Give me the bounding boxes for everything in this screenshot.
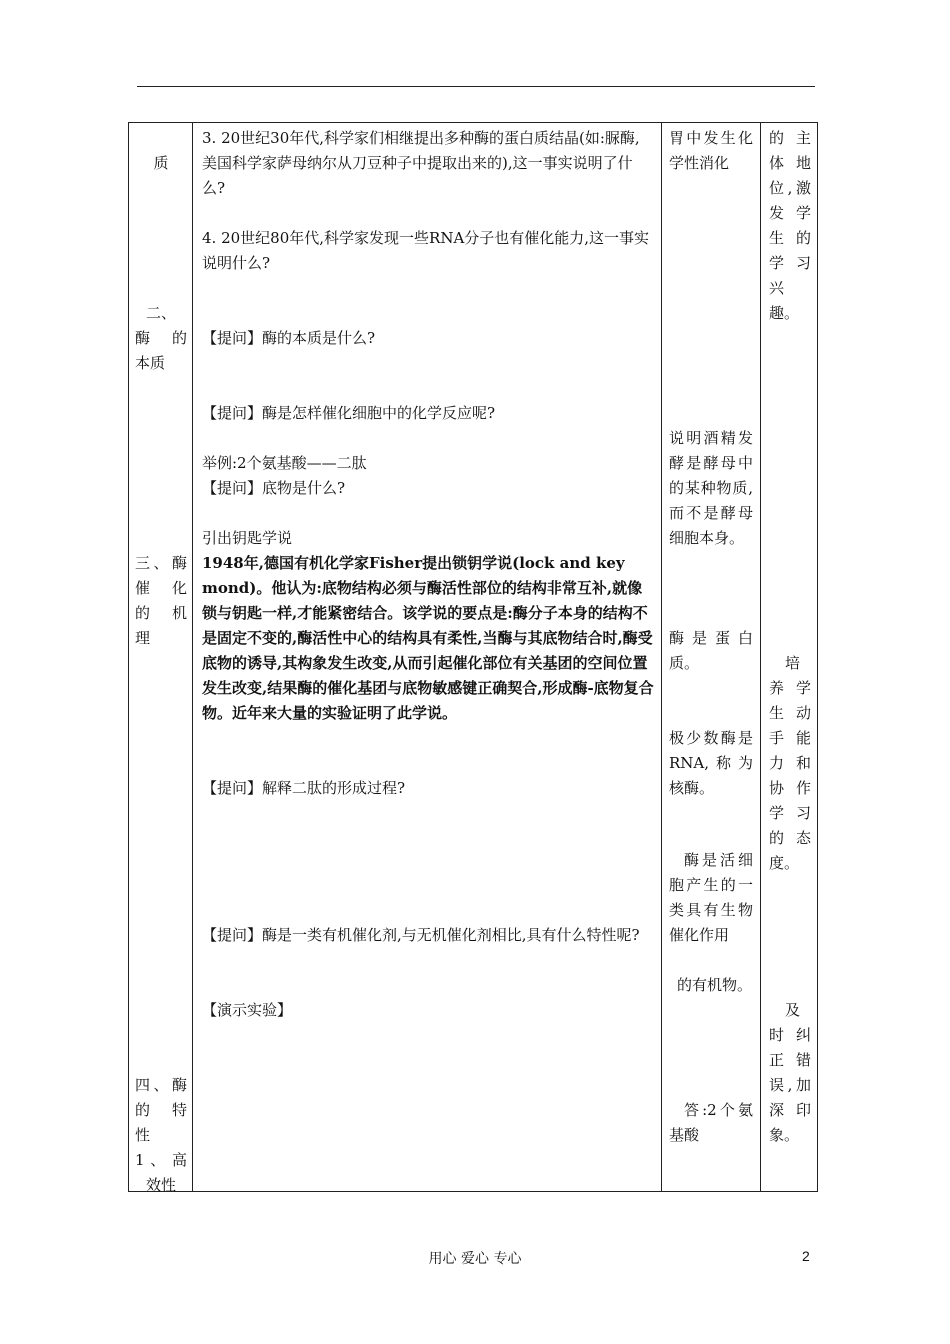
intent-hands-on: 培养学生动手能力和协作学习的态度。 (769, 654, 811, 872)
lead-key-theory: 引出钥匙学说 (202, 529, 293, 547)
question-4: 4. 20世纪80年代,科学家发现一些RNA分子也有催化能力,这一事实说明什么? (202, 229, 650, 272)
prompt-enzyme-characteristics: 【提问】酶是一类有机催化剂,与无机催化剂相比,具有什么特性呢? (202, 926, 640, 944)
section-2-heading-line2: 酶 的 (135, 329, 187, 347)
column-divider-1 (192, 123, 193, 1191)
fisher-theory-paragraph: 1948年,德国有机化学家Fisher提出锁钥学说(lock and key mond)。他认为:底物结构必须与酶活性部位的结构非常互补,就像锁与钥匙一样,才能紧密结合。该学说的要点是:酶分子本身的结构不是固定不变的,酶活性中心的结构具有柔性,当酶与其底物结合时,酶受底物的诱导,其构象发生改变,从而引起催化部位有关基团的空间位置发生改变,结果酶的催化基团与底物敏感键正确契合,形成酶-底物复合物。近年来大量的实验证明了此学说。 (202, 554, 654, 722)
section-3-heading-line3: 的 机 (135, 604, 187, 622)
section-4-heading-line3: 性 (135, 1126, 151, 1144)
column-divider-2 (661, 123, 662, 1191)
section-label-zhi: 质 (153, 154, 169, 172)
prompt-substrate: 【提问】底物是什么? (202, 479, 346, 497)
prompt-enzyme-nature: 【提问】酶的本质是什么? (202, 329, 376, 347)
section-4-heading-line1: 四、酶 (135, 1076, 187, 1094)
section-3-heading-line2: 催 化 (135, 579, 187, 597)
answer-fermentation: 说明酒精发酵是酵母中的某种物质,而不是酵母细胞本身。 (669, 429, 753, 547)
section-4-heading-line5: 效性 (145, 1176, 176, 1194)
intent-student-centered: 的主体地位,激发学生的学习兴趣。 (769, 129, 811, 322)
lesson-table (128, 122, 818, 1192)
section-4-heading-line2: 的 特 (135, 1101, 187, 1119)
answer-ribozyme: 极少数酶是RNA,称为核酶。 (669, 729, 753, 797)
header-rule (137, 86, 815, 87)
answer-stomach-digestion: 胃中发生化学性消化 (669, 129, 753, 172)
prompt-dipeptide-formation: 【提问】解释二肽的形成过程? (202, 779, 406, 797)
answer-enzyme-protein: 酶是蛋白质。 (669, 629, 753, 672)
intent-correct-errors: 及时纠正错误,加深印象。 (769, 1001, 811, 1144)
page-number: 2 (802, 1248, 810, 1264)
column-divider-3 (760, 123, 761, 1191)
section-3-heading-line1: 三、酶 (135, 554, 187, 572)
answer-amino-acids: 答:2个氨基酸 (669, 1101, 753, 1144)
section-3-heading-line4: 理 (135, 629, 151, 647)
section-2-heading-line3: 本质 (135, 354, 166, 372)
footer-motto: 用心 爱心 专心 (428, 1251, 522, 1267)
prompt-enzyme-catalysis: 【提问】酶是怎样催化细胞中的化学反应呢? (202, 404, 496, 422)
answer-enzyme-definition-end: 的有机物。 (677, 976, 753, 994)
section-2-heading-line1: 二、 (145, 304, 176, 322)
answer-enzyme-definition: 酶是活细胞产生的一类具有生物催化作用 (669, 851, 753, 944)
example-dipeptide: 举例:2个氨基酸——二肽 (202, 454, 367, 472)
section-4-heading-line4: 1 、 高 (135, 1151, 187, 1169)
question-3: 3. 20世纪30年代,科学家们相继提出多种酶的蛋白质结晶(如:脲酶,美国科学家萨母纳尔从刀豆种子中提取出来的),这一事实说明了什么? (202, 129, 640, 197)
demo-experiment: 【演示实验】 (202, 1001, 293, 1019)
